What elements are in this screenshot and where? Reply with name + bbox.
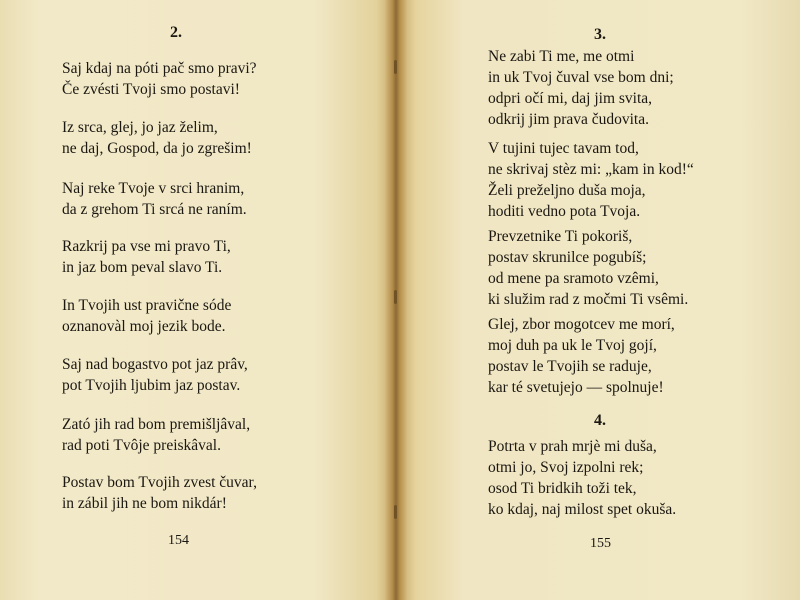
- verse-line: Želi preželjno duša moja,: [488, 182, 646, 199]
- verse-line: od mene pa sramoto vzêmi,: [488, 270, 659, 287]
- stanza: [62, 117, 252, 159]
- verse-line: postav le Tvojih se raduje,: [488, 358, 652, 375]
- verse-line: ki služim rad z močmi Ti vsêmi.: [488, 291, 689, 308]
- stanza: [488, 314, 675, 398]
- verse-line: in uk Tvoj čuval vse bom dni;: [488, 69, 674, 86]
- verse-line: osod Ti bridkih toži tek,: [488, 480, 637, 497]
- verse-line: oznanovàl moj jezik bode.: [62, 318, 226, 335]
- stanza: [488, 46, 674, 130]
- binding-thread: [394, 60, 397, 74]
- binding-thread: [394, 505, 397, 519]
- verse-line: Prevzetnike Ti pokoriš,: [488, 228, 633, 245]
- stanza: [62, 414, 250, 456]
- verse-line: kar té svetujejo — spolnuje!: [488, 379, 664, 396]
- verse-line: ko kdaj, naj milost spet okuša.: [488, 501, 677, 518]
- verse-line: ne daj, Gospod, da jo zgrešim!: [62, 140, 252, 157]
- verse-line: in jaz bom peval slavo Ti.: [62, 259, 223, 276]
- stanza: [62, 354, 248, 396]
- verse-line: Saj kdaj na póti pač smo pravi?: [62, 60, 257, 77]
- verse-line: odpri očí mi, daj jim svita,: [488, 90, 653, 107]
- verse-line: Glej, zbor mogotcev me morí,: [488, 316, 675, 333]
- verse-line: In Tvojih ust pravične sóde: [62, 297, 232, 314]
- verse-line: Razkrij pa vse mi pravo Ti,: [62, 238, 231, 255]
- stanza: [62, 236, 231, 278]
- verse-line: Če zvésti Tvoji smo postavi!: [62, 81, 240, 98]
- verse-line: postav skrunilce pogubíš;: [488, 249, 647, 266]
- stanza: [62, 58, 257, 100]
- left-page: [0, 0, 392, 600]
- binding-thread: [394, 290, 397, 304]
- verse-line: da z grehom Ti srcá ne raním.: [62, 201, 247, 218]
- poem-heading-3: 3.: [594, 26, 606, 43]
- stanza: [488, 138, 694, 222]
- verse-line: Zató jih rad bom premišljâval,: [62, 416, 251, 433]
- stanza: [62, 472, 257, 514]
- verse-line: otmi jo, Svoj izpolni rek;: [488, 459, 644, 476]
- stanza: [62, 178, 247, 220]
- verse-line: odkrij jim prava čudovita.: [488, 111, 649, 128]
- poem-heading-2: 2.: [170, 24, 182, 41]
- verse-line: pot Tvojih ljubim jaz postav.: [62, 377, 241, 394]
- verse-line: Naj reke Tvoje v srci hranim,: [62, 180, 245, 197]
- verse-line: hoditi vedno pota Tvoja.: [488, 203, 641, 220]
- poem-heading-4: 4.: [594, 412, 606, 429]
- stanza: [488, 226, 688, 310]
- verse-line: ne skrivaj stèz mi: „kam in kod!“: [488, 161, 694, 178]
- verse-line: V tujini tujec tavam tod,: [488, 140, 639, 157]
- verse-line: moj duh pa uk le Tvoj gojí,: [488, 337, 657, 354]
- verse-line: Iz srca, glej, jo jaz želim,: [62, 119, 218, 136]
- verse-line: Potrta v prah mrjè mi duša,: [488, 438, 657, 455]
- page-number: 155: [590, 536, 611, 551]
- stanza: [62, 295, 231, 337]
- verse-line: Ne zabi Ti me, me otmi: [488, 48, 635, 65]
- page-number: 154: [168, 533, 189, 548]
- verse-line: Postav bom Tvojih zvest čuvar,: [62, 474, 257, 491]
- right-page: [400, 0, 800, 600]
- verse-line: in zábil jih ne bom nikdár!: [62, 495, 227, 512]
- verse-line: rad poti Tvôje preiskâval.: [62, 437, 221, 454]
- verse-line: Saj nad bogastvo pot jaz prâv,: [62, 356, 248, 373]
- stanza: [488, 436, 676, 520]
